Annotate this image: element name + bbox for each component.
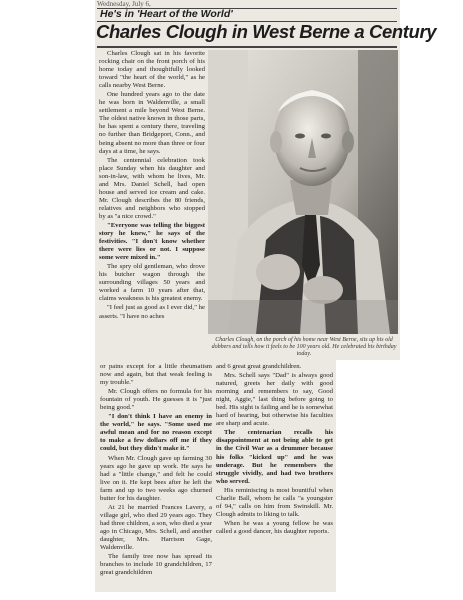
article-paragraph: When Mr. Clough gave up farming 30 years ago he gave up work. He says he had a "little change," and felt he could live on it. He kept bees after he left the farm and up to two weeks ago churned butter for his daughter. xyxy=(100,454,212,502)
article-paragraph: and 6 great great grandchildren. xyxy=(216,363,302,370)
portrait-illustration xyxy=(208,50,398,334)
article-paragraph: The spry old gentleman, who drove his butcher wagon through the surrounding villages 50 years and worked a farm 10 years after that, claims weakness is his greatest enemy. xyxy=(99,263,205,303)
article-paragraph: When he was a young fellow he was called a good dancer, his daughter reports. xyxy=(216,519,333,535)
article-paragraph: Charles Clough sat in his favorite rocking chair on the front porch of his home today and thoughtfully looked toward "the heart of the world," as he calls nearby West Berne. xyxy=(99,50,205,90)
article-paragraph: "Everyone was telling the biggest story he knew," he says of the festivities. "I don't know whether there were lies or not. I suppose some were mixed in." xyxy=(99,221,205,262)
article-paragraph: His reminiscing is most bountiful when Charlie Ball, whom he calls "a youngster of 94," calls on him from Swinskill. Mr. Clough admits to liking to talk. xyxy=(216,486,333,518)
headline: Charles Clough in West Berne a Century xyxy=(96,21,437,42)
masthead-date: Wednesday, July 6, xyxy=(97,0,151,8)
article-paragraph: Mr. Clough offers no formula for his fountain of youth. He guesses it is "just being good." xyxy=(100,388,212,412)
article-paragraph: At 21 he married Frances Lavery, a village girl, who died 29 years ago. They had three children, a son, who died a year ago in Chicago, Mrs. Schell, and another daughter, Mrs. Harrison Gage, Waldenville. xyxy=(100,503,212,552)
article-column-2 xyxy=(100,363,212,591)
kicker: He's in 'Heart of the World' xyxy=(100,8,233,20)
article-paragraph: The centennial celebration took place Sunday when his daughter and son-in-law, with whom he lives, Mr. and Mrs. Daniel Schell, had open house and served ice cream and cake. Mr. Clough describes the 80 friends, relatives and neighbors who stopped by as "a nice crowd." xyxy=(99,156,205,220)
portrait-photo xyxy=(208,50,398,334)
article-column-3 xyxy=(216,363,333,591)
article-paragraph: The centenarian recalls his disappointment at not being able to get in the Civil War as a drummer because his folks "kicked up" and he was underage. But he remembers the struggle vividly, and had two brothers who served. xyxy=(216,429,333,485)
article-column-1 xyxy=(99,50,205,356)
photo-caption: Charles Clough, on the porch of his home near West Berne, sits up his old dobbers and tells how it feels to be 100 years old. He celebrated his birthday today. xyxy=(211,337,397,357)
article-paragraph: Mrs. Schell says "Dad" is always good natured, greets her daily with good morning and remembers to say, Good night, Aggie," last thing before going to bed. His sight is failing and he is somewhat hard of hearing, but otherwise his faculties are sharp and acute. xyxy=(216,372,333,428)
article-paragraph: One hundred years ago to the date he was born in Waldenville, a small settlement a mile beyond West Berne. The oldest native known in those parts, he has spent a century there, traveling no further than Bridgeport, Conn., and being absent no more than three or four days at a time, he says. xyxy=(99,91,205,155)
rule-headline xyxy=(97,46,397,48)
article-paragraph: The family tree now has spread its branches to include 10 grandchildren, 17 great grandchildren xyxy=(100,553,212,577)
article-paragraph: "I feel just as good as I ever did," he asserts. "I have no aches xyxy=(99,304,205,320)
article-paragraph: or pains except for a little rheumatism now and again, but that weak feeling is my trouble." xyxy=(100,363,212,387)
article-paragraph: "I don't think I have an enemy in the world," he says. "Some used me awful mean and for no reason except to make a few dollars off me if they could, but they didn't make it." xyxy=(100,413,212,453)
